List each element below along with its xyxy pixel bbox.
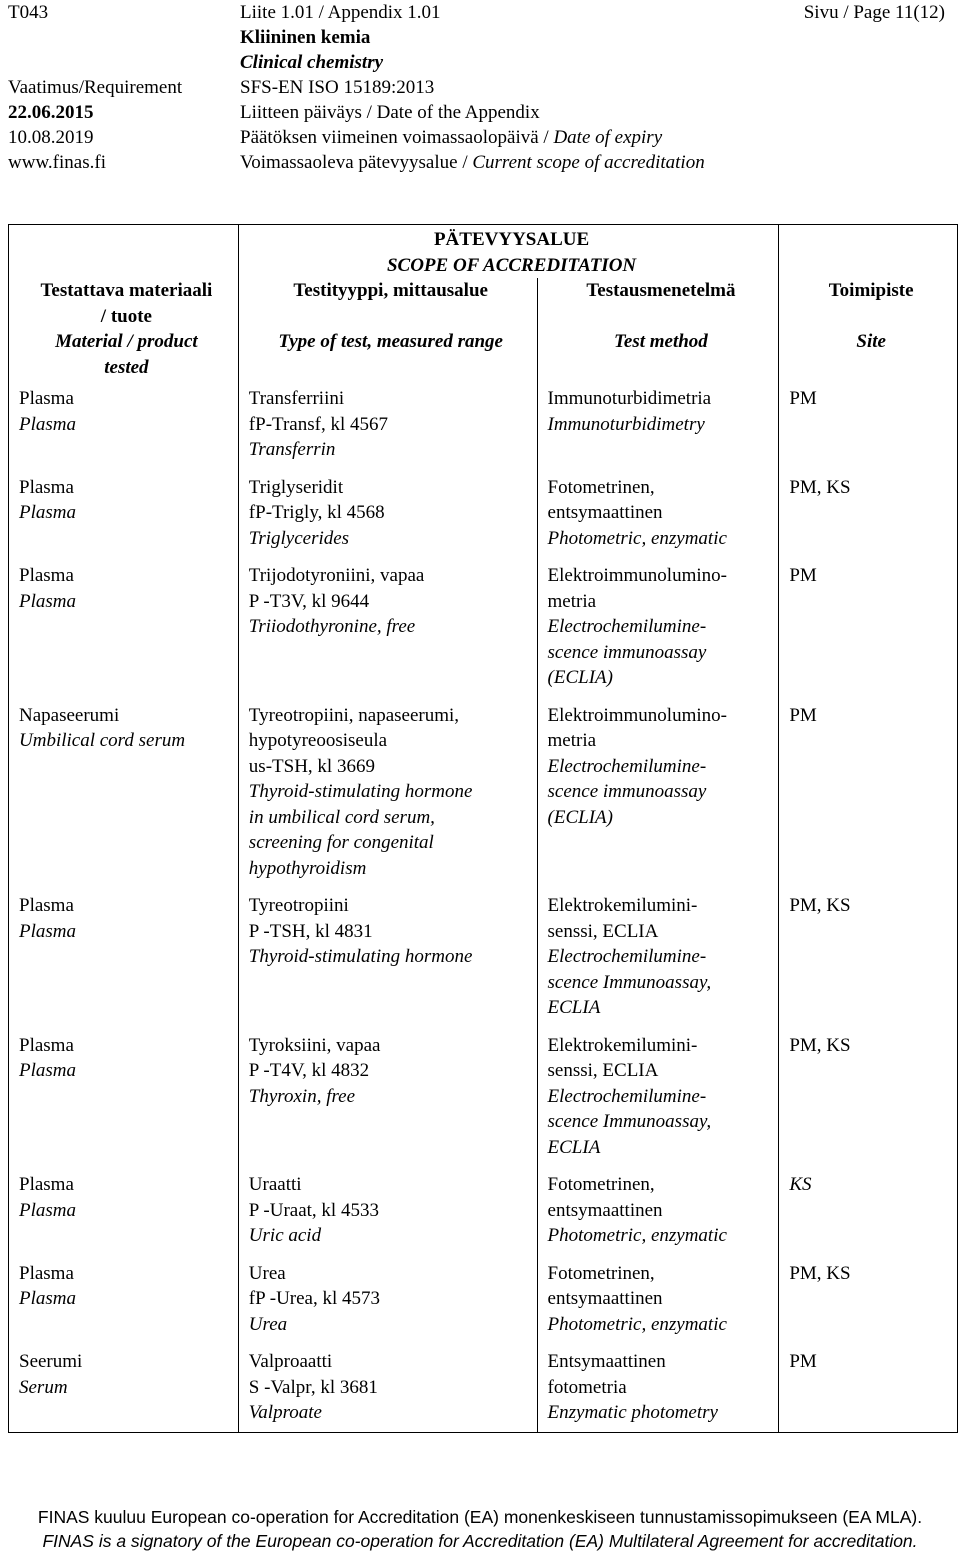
col-site-header: Toimipiste Site bbox=[779, 278, 958, 380]
finas-website[interactable]: www.finas.fi bbox=[8, 152, 106, 173]
col-material-header: Testattava materiaali / tuote Material / product tested bbox=[9, 278, 239, 380]
field-fi: Kliininen kemia bbox=[240, 27, 371, 48]
material-cell: Plasma Plasma bbox=[9, 557, 239, 697]
site-cell: PM, KS bbox=[779, 469, 958, 558]
expiry-date-label: Päätöksen viimeinen voimassaolopäivä / Date of expiry bbox=[240, 127, 663, 148]
test-method-cell: Elektrokemilumini- senssi, ECLIA Electrochemilumine- scence Immunoassay, ECLIA bbox=[537, 1027, 779, 1167]
material-cell: Plasma Plasma bbox=[9, 1255, 239, 1344]
appendix-date-label: Liitteen päiväys / Date of the Appendix bbox=[240, 102, 540, 123]
requirement-label: Vaatimus/Requirement bbox=[8, 77, 183, 98]
expiry-date: 10.08.2019 bbox=[8, 127, 94, 148]
site-cell: PM bbox=[779, 697, 958, 888]
scope-title-en: SCOPE OF ACCREDITATION bbox=[386, 254, 637, 276]
site-cell: PM, KS bbox=[779, 1255, 958, 1344]
test-method-cell: Fotometrinen, entsymaattinen Photometric, enzymatic bbox=[537, 1255, 779, 1344]
test-type-cell: Urea fP -Urea, kl 4573 Urea bbox=[238, 1255, 537, 1344]
test-method-cell: Fotometrinen, entsymaattinen Photometric, enzymatic bbox=[537, 469, 779, 558]
test-type-cell: Transferriini fP-Transf, kl 4567 Transferrin bbox=[238, 380, 537, 469]
table-row bbox=[9, 887, 958, 1027]
test-type-cell: Uraatti P -Uraat, kl 4533 Uric acid bbox=[238, 1166, 537, 1255]
site-cell: PM bbox=[779, 1343, 958, 1432]
table-row bbox=[9, 557, 958, 697]
table-row bbox=[9, 1255, 958, 1344]
requirement-value: SFS-EN ISO 15189:2013 bbox=[240, 77, 435, 98]
test-type-cell: Tyreotropiini, napaseerumi, hypotyreoosiseula us-TSH, kl 3669 Thyroid-stimulating hormone in umbilical cord serum, screening for congenital hypothyroidism bbox=[238, 697, 537, 888]
material-cell: Plasma Plasma bbox=[9, 469, 239, 558]
material-cell: Seerumi Serum bbox=[9, 1343, 239, 1432]
page-header bbox=[0, 0, 960, 175]
page-number: Sivu / Page 11(12) bbox=[803, 2, 945, 23]
field-en: Clinical chemistry bbox=[240, 52, 384, 73]
material-cell: Plasma Plasma bbox=[9, 1027, 239, 1167]
test-type-cell: Triglyseridit fP-Trigly, kl 4568 Triglycerides bbox=[238, 469, 537, 558]
test-method-cell: Entsymaattinen fotometria Enzymatic photometry bbox=[537, 1343, 779, 1432]
material-cell: Plasma Plasma bbox=[9, 380, 239, 469]
scope-title-fi: PÄTEVYYSALUE bbox=[433, 229, 590, 250]
scope-label: Voimassaoleva pätevyysalue / Current scope of accreditation bbox=[240, 152, 705, 173]
test-method-cell: Elektrokemilumini- senssi, ECLIA Electrochemilumine- scence Immunoassay, ECLIA bbox=[537, 887, 779, 1027]
table-row bbox=[9, 1166, 958, 1255]
col-type-header: Testityyppi, mittausalue Type of test, measured range bbox=[238, 278, 537, 380]
appendix-title: Liite 1.01 / Appendix 1.01 bbox=[240, 2, 441, 23]
table-row bbox=[9, 1343, 958, 1432]
footer-line-en: FINAS is a signatory of the European co-operation for Accreditation (EA) Multilateral Agreement for accreditation. bbox=[42, 1531, 918, 1551]
scope-table bbox=[8, 224, 958, 1433]
page-footer bbox=[0, 1505, 960, 1553]
column-header-row bbox=[9, 278, 958, 380]
site-cell: PM bbox=[779, 380, 958, 469]
scope-title-row bbox=[9, 225, 958, 279]
doc-id: T043 bbox=[8, 2, 49, 23]
footer-line-fi: FINAS kuuluu European co-operation for Accreditation (EA) monenkeskiseen tunnustamissopimukseen (EA MLA). bbox=[37, 1507, 923, 1527]
appendix-date: 22.06.2015 bbox=[8, 102, 94, 123]
table-row bbox=[9, 1027, 958, 1167]
site-cell: KS bbox=[779, 1166, 958, 1255]
table-row bbox=[9, 697, 958, 888]
test-type-cell: Valproaatti S -Valpr, kl 3681 Valproate bbox=[238, 1343, 537, 1432]
table-row bbox=[9, 380, 958, 469]
col-method-header: Testausmenetelmä Test method bbox=[537, 278, 779, 380]
test-method-cell: Immunoturbidimetria Immunoturbidimetry bbox=[537, 380, 779, 469]
test-type-cell: Tyreotropiini P -TSH, kl 4831 Thyroid-stimulating hormone bbox=[238, 887, 537, 1027]
test-method-cell: Elektroimmunolumino- metria Electrochemilumine- scence immunoassay (ECLIA) bbox=[537, 557, 779, 697]
site-cell: PM bbox=[779, 557, 958, 697]
test-type-cell: Trijodotyroniini, vapaa P -T3V, kl 9644 Triiodothyronine, free bbox=[238, 557, 537, 697]
table-row bbox=[9, 469, 958, 558]
test-type-cell: Tyroksiini, vapaa P -T4V, kl 4832 Thyroxin, free bbox=[238, 1027, 537, 1167]
test-method-cell: Elektroimmunolumino- metria Electrochemilumine- scence immunoassay (ECLIA) bbox=[537, 697, 779, 888]
site-cell: PM, KS bbox=[779, 887, 958, 1027]
material-cell: Plasma Plasma bbox=[9, 887, 239, 1027]
appendix-label bbox=[240, 0, 441, 25]
test-method-cell: Fotometrinen, entsymaattinen Photometric, enzymatic bbox=[537, 1166, 779, 1255]
material-cell: Napaseerumi Umbilical cord serum bbox=[9, 697, 239, 888]
site-cell: PM, KS bbox=[779, 1027, 958, 1167]
material-cell: Plasma Plasma bbox=[9, 1166, 239, 1255]
